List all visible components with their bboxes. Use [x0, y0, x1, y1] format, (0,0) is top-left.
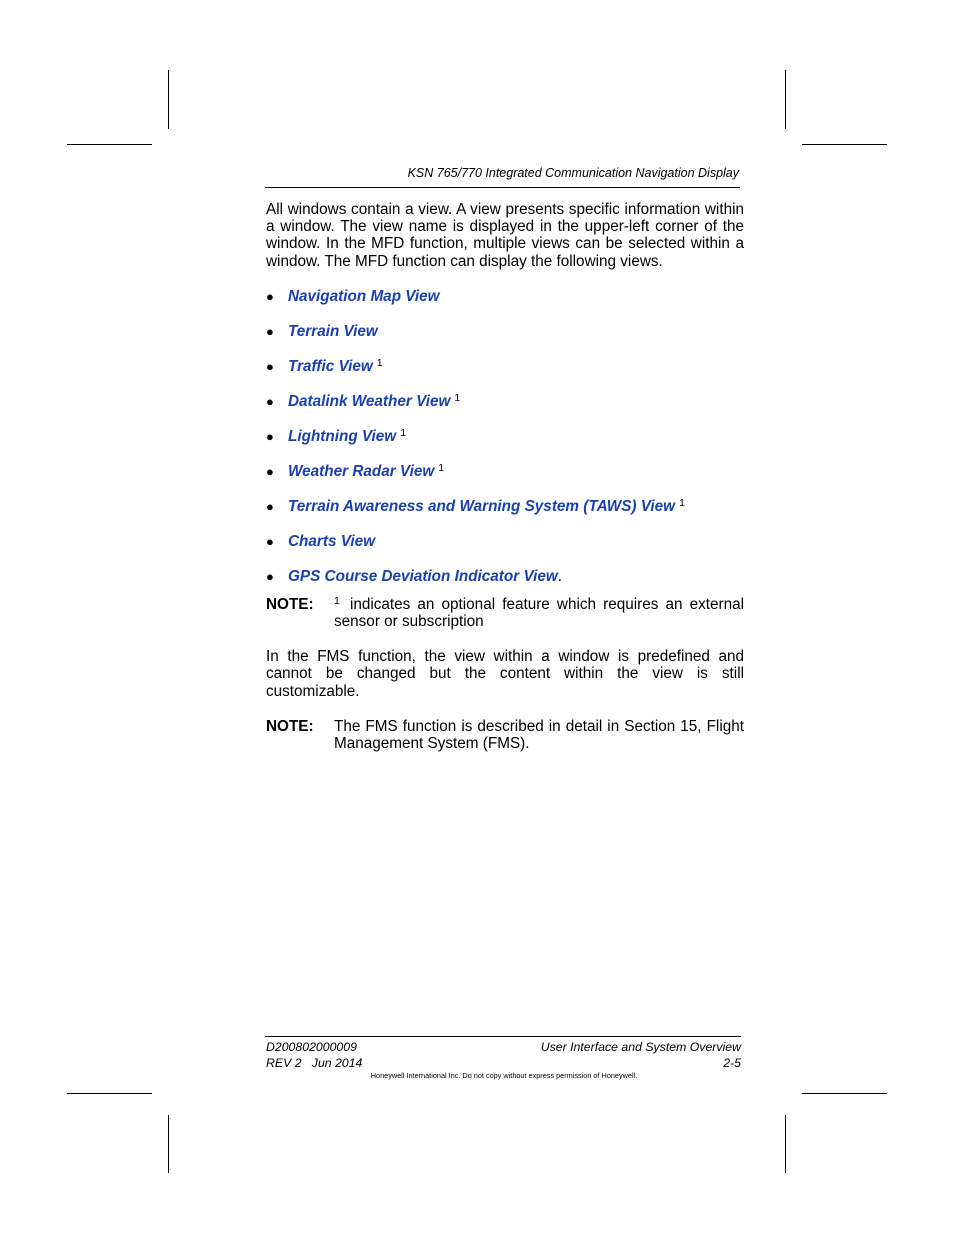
bullet-icon: ●	[266, 463, 274, 479]
header-rule	[265, 187, 740, 188]
traffic-view-link[interactable]: Traffic View	[288, 357, 373, 375]
footer-left	[266, 1040, 362, 1071]
bullet-icon: ●	[266, 568, 274, 584]
bullet-icon: ●	[266, 358, 274, 374]
list-item	[266, 323, 744, 358]
datalink-weather-view-link[interactable]: Datalink Weather View	[288, 392, 451, 410]
footnote-marker: 1	[454, 391, 461, 404]
intro-paragraph: All windows contain a view. A view presents specific information within a window. The view name is displayed in the upper‑left corner of the window. In the MFD function, multiple views can be selected within a window. The MFD function can display the following views.	[266, 201, 744, 270]
note-text: The FMS function is described in detail in Section 15, Flight Management System (FMS).	[334, 717, 744, 753]
copyright-notice: Honeywell International Inc. Do not copy without express permission of Honeywell.	[370, 1071, 638, 1080]
bullet-icon: ●	[266, 428, 274, 444]
views-list	[266, 288, 744, 603]
bullet-icon: ●	[266, 323, 274, 339]
crop-mark-top-right-horizontal	[802, 144, 887, 145]
list-item	[266, 463, 744, 498]
page-number: 2-5	[723, 1055, 741, 1070]
document-number: D200802000009	[266, 1040, 357, 1054]
running-header-title: KSN 765/770 Integrated Communication Navigation Display	[407, 166, 739, 180]
crop-mark-bottom-right-vertical	[785, 1115, 786, 1173]
fms-paragraph: In the FMS function, the view within a window is predefined and cannot be changed but the content within the view is still customizable.	[266, 648, 744, 700]
taws-view-link[interactable]: Terrain Awareness and Warning System (TAWS) View	[288, 497, 676, 515]
crop-mark-top-left-vertical	[168, 70, 169, 129]
charts-view-link[interactable]: Charts View	[288, 532, 375, 550]
footnote-marker: 1	[400, 426, 407, 439]
bullet-icon: ●	[266, 533, 274, 549]
crop-mark-bottom-right-horizontal	[802, 1093, 887, 1094]
footer-rule	[265, 1036, 741, 1037]
terrain-view-link[interactable]: Terrain View	[288, 322, 378, 340]
list-item	[266, 533, 744, 568]
list-item	[266, 288, 744, 323]
footnote-marker: 1	[376, 356, 383, 369]
footer-right	[541, 1040, 741, 1071]
list-item	[266, 393, 744, 428]
lightning-view-link[interactable]: Lightning View	[288, 427, 397, 445]
page-content	[266, 201, 744, 752]
list-item-period: .	[557, 567, 562, 585]
revision-date: REV 2 Jun 2014	[266, 1055, 363, 1070]
list-item	[266, 498, 744, 533]
footnote-marker: 1	[334, 594, 340, 607]
note-label: NOTE:	[266, 717, 314, 735]
section-title: User Interface and System Overview	[540, 1040, 741, 1054]
note-fms-section	[266, 718, 744, 752]
list-item	[266, 428, 744, 463]
note-label: NOTE:	[266, 595, 314, 613]
bullet-icon: ●	[266, 288, 274, 304]
crop-mark-bottom-left-horizontal	[67, 1093, 152, 1094]
crop-mark-top-left-horizontal	[67, 144, 152, 145]
crop-mark-bottom-left-vertical	[168, 1115, 169, 1173]
list-item	[266, 358, 744, 393]
footnote-marker: 1	[679, 496, 685, 509]
note-text: indicates an optional feature which requires an external sensor or subscription	[334, 595, 744, 631]
weather-radar-view-link[interactable]: Weather Radar View	[288, 462, 435, 480]
navigation-map-view-link[interactable]: Navigation Map View	[288, 287, 440, 305]
bullet-icon: ●	[266, 393, 274, 409]
footnote-marker: 1	[438, 461, 445, 474]
bullet-icon: ●	[266, 498, 274, 514]
crop-mark-top-right-vertical	[785, 70, 786, 129]
gps-cdi-view-link[interactable]: GPS Course Deviation Indicator View	[288, 567, 558, 585]
